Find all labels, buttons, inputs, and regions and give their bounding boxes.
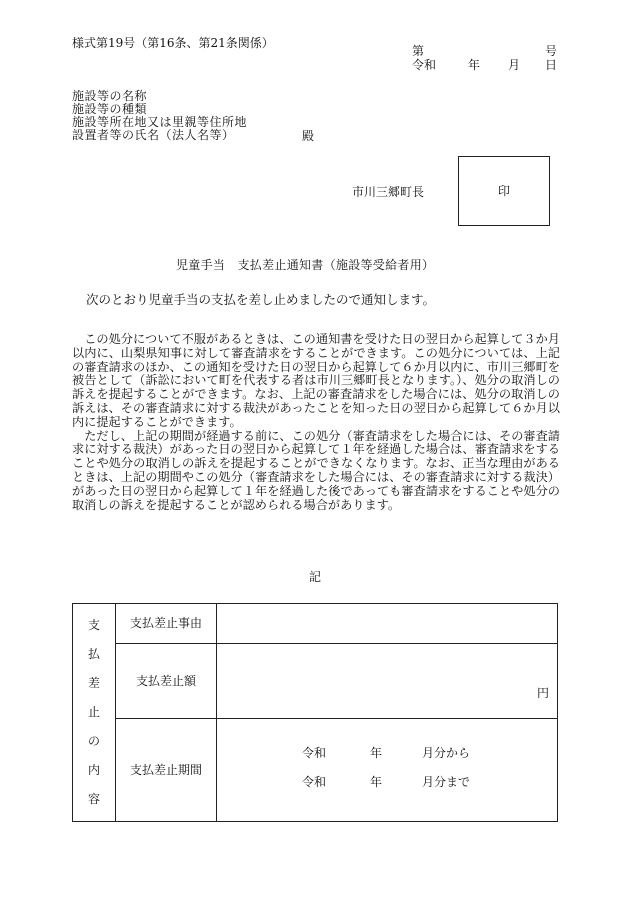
period-from-era: 令和 [302,746,327,760]
amount-row [73,644,558,719]
date-month: 月 [508,58,521,72]
seal-box [458,156,550,226]
appeal-paragraph-1: この処分について不服があるときは、この通知書を受けた日の翌日から起算して３か月以内に、山梨県知事に対して審査請求をすることができます。この処分については、上記の審査請求のほか、この通知を受けた日の翌日から起算して６か月以内に、市川三郷町を被告として（訴訟において町を代表する者は市川三郷町長となります。）、処分の取消しの訴えを提起することができます。なお、上記の審査請求をした場合には、処分の取消しの訴えは、その審査請求に対する裁決があったことを知った日の翌日から起算して６か月以内に提起することができます。 [72,332,560,429]
vertical-char: 内 [87,763,100,777]
appeal-notice [72,333,560,512]
vertical-char: 止 [87,705,100,719]
period-from-year: 年 [370,746,383,760]
vertical-char: の [87,734,100,748]
form-number: 様式第19号（第16条、第21条関係） [72,36,274,50]
appeal-paragraph-2: ただし、上記の期間が経過する前に、この処分（審査請求をした場合には、その審査請求に対する裁決）があった日の翌日から起算して１年を経過した場合は、審査請求をすることや処分の取消しの訴えを提起することができなくなります。なお、正当な理由があるときは、上記の期間やこの処分（審査請求をした場合には、その審査請求に対する裁決）があった日の翌日から起算して１年を経過した後であっても審査請求をすることや処分の取消しの訴えを提起することが認められる場合があります。 [72,428,560,512]
period-row [73,719,558,822]
document-title: 児童手当 支払差止通知書（施設等受給者用） [176,258,435,272]
seal-label: 印 [497,183,510,198]
period-to-year: 年 [370,775,383,789]
facility-name-label: 施設等の名称 [72,89,148,103]
addressee-block [72,90,247,142]
honorific: 殿 [302,129,315,143]
period-to-suffix: 月分まで [422,775,471,789]
amount-label: 支払差止額 [116,644,217,719]
issuer-name: 市川三郷町長 [352,185,425,199]
amount-value-cell[interactable] [217,644,558,719]
reason-value-cell[interactable] [217,604,558,644]
period-label: 支払差止期間 [116,719,217,822]
facility-type-label: 施設等の種類 [72,102,148,116]
period-from-suffix: 月分から [422,746,471,760]
vertical-header [73,604,116,822]
reason-label: 支払差止事由 [116,604,217,644]
period-value-cell[interactable] [217,719,558,822]
facility-address-label: 施設等所在地又は里親等住所地 [72,115,248,129]
date-day: 日 [545,58,558,72]
vertical-char: 容 [87,792,100,806]
period-to-era: 令和 [302,775,327,789]
vertical-char: 差 [87,676,100,690]
yen-unit: 円 [536,686,549,700]
reason-row [73,604,558,644]
vertical-char: 支 [87,618,100,632]
ki-heading: 記 [309,570,322,584]
lead-sentence: 次のとおり児童手当の支払を差し止めましたので通知します。 [86,292,436,307]
details-table [72,603,558,822]
vertical-char: 払 [87,647,100,661]
document-number-suffix: 号 [545,44,558,58]
date-era: 令和 [412,58,437,72]
date-year: 年 [468,58,481,72]
document-number-prefix: 第 [412,44,425,58]
founder-name-label: 設置者等の氏名（法人名等） [72,128,235,142]
